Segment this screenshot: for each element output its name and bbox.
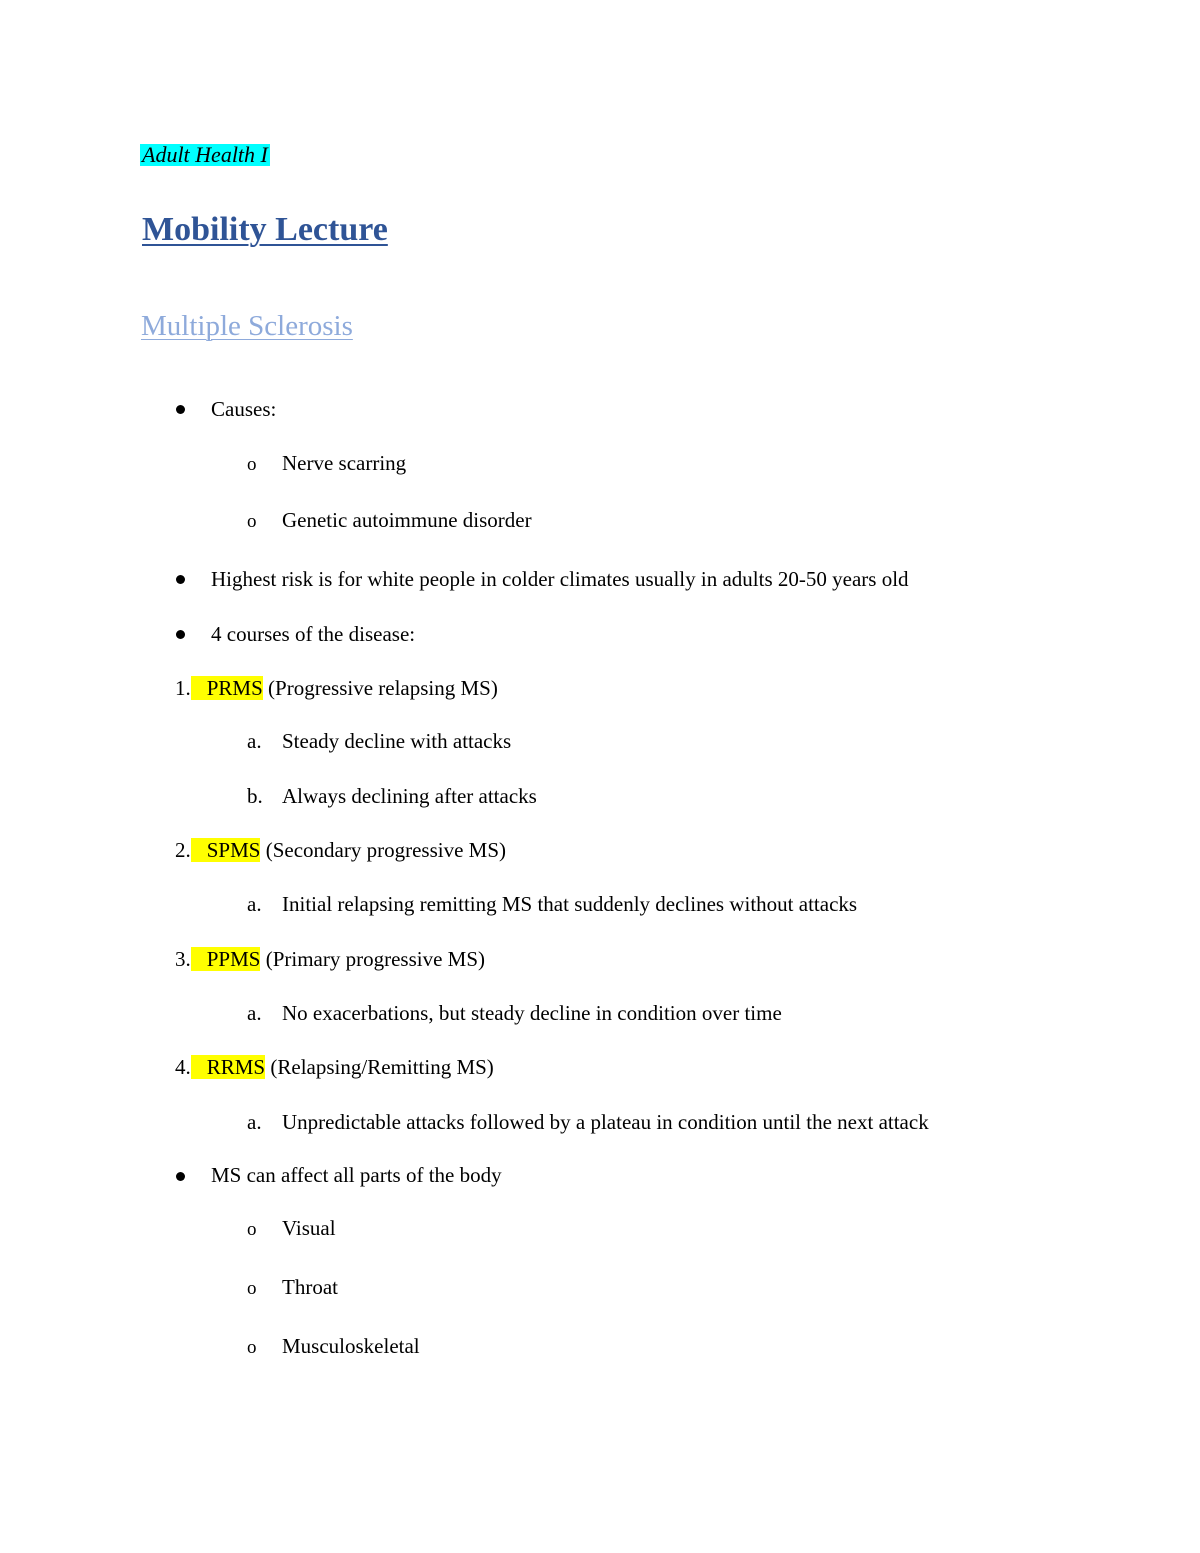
bullet-dot-icon	[176, 575, 185, 584]
causes-label: Causes:	[211, 397, 277, 421]
course-label: Adult Health I	[142, 142, 268, 167]
course-detail: No exacerbations, but steady decline in condition over time	[282, 1001, 782, 1025]
affect-item: Throat	[282, 1275, 338, 1299]
course-detail-letter: b.	[247, 784, 263, 808]
course-detail-letter: a.	[247, 892, 262, 916]
cause-item: Genetic autoimmune disorder	[282, 508, 532, 532]
affect-item: Musculoskeletal	[282, 1334, 420, 1358]
course-abbr-highlight: SPMS	[191, 838, 261, 862]
course-detail-letter: a.	[247, 729, 262, 753]
course-number: 1.	[175, 676, 191, 700]
course-detail-letter: a.	[247, 1001, 262, 1025]
course-detail: Always declining after attacks	[282, 784, 537, 808]
course-detail-letter: a.	[247, 1110, 262, 1134]
affect-item: Visual	[282, 1216, 336, 1240]
course-item-1	[175, 678, 498, 699]
cause-item: Nerve scarring	[282, 451, 407, 475]
course-item-2	[175, 840, 506, 861]
courses-intro: 4 courses of the disease:	[211, 622, 416, 646]
course-detail: Initial relapsing remitting MS that suddenly declines without attacks	[282, 892, 858, 916]
course-number: 4.	[175, 1055, 191, 1079]
document-title: Mobility Lecture	[142, 211, 388, 248]
course-name: (Relapsing/Remitting MS)	[270, 1055, 494, 1079]
sub-bullet-circle-icon: o	[247, 1219, 257, 1240]
course-abbr-highlight: PRMS	[191, 676, 263, 700]
sub-bullet-circle-icon: o	[247, 511, 257, 532]
bullet-dot-icon	[176, 1172, 185, 1181]
bullet-dot-icon	[176, 630, 185, 639]
affects-label: MS can affect all parts of the body	[211, 1163, 502, 1187]
course-abbr-highlight: PPMS	[191, 947, 261, 971]
course-detail: Unpredictable attacks followed by a plateau in condition until the next attack	[282, 1110, 929, 1134]
course-detail: Steady decline with attacks	[282, 729, 512, 753]
course-number: 2.	[175, 838, 191, 862]
course-abbr-highlight: RRMS	[191, 1055, 265, 1079]
course-name: (Primary progressive MS)	[265, 947, 486, 971]
risk-statement: Highest risk is for white people in colder climates usually in adults 20-50 years old	[211, 567, 909, 591]
sub-bullet-circle-icon: o	[247, 1278, 257, 1299]
sub-bullet-circle-icon: o	[247, 1337, 257, 1358]
course-number: 3.	[175, 947, 191, 971]
course-item-3	[175, 949, 485, 970]
sub-bullet-circle-icon: o	[247, 454, 257, 475]
course-name: (Secondary progressive MS)	[265, 838, 506, 862]
section-heading: Multiple Sclerosis	[141, 310, 353, 342]
course-name: (Progressive relapsing MS)	[268, 676, 498, 700]
bullet-dot-icon	[176, 405, 185, 414]
course-item-4	[175, 1057, 494, 1078]
